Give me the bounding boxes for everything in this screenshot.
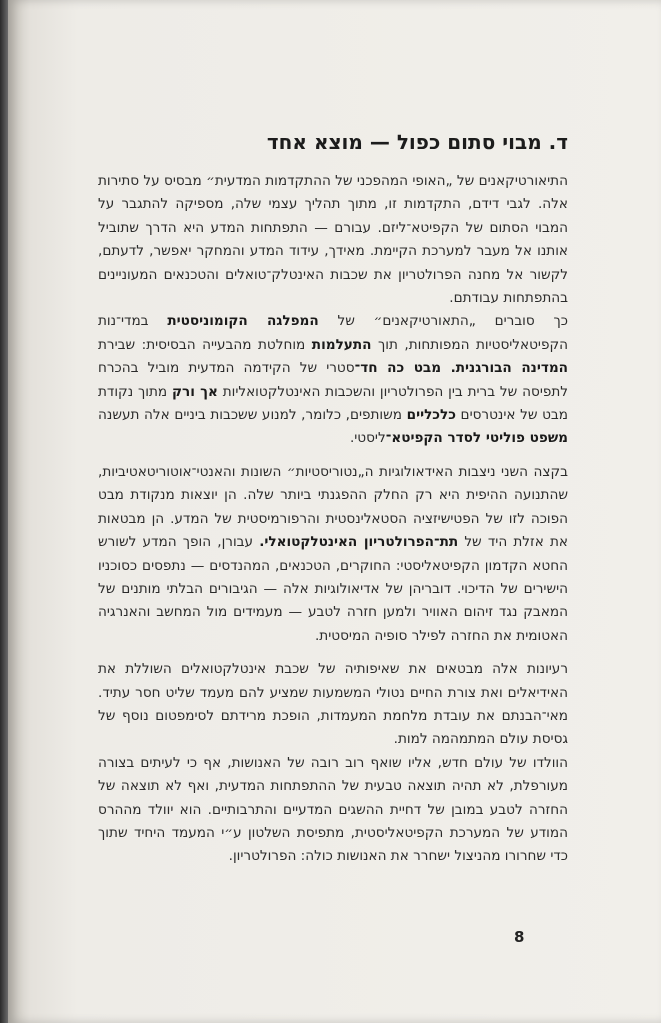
page-content [98, 128, 568, 879]
text-run: משותפים, כלומר, למנוע ששכבות ביניים אלה תעשנה [98, 407, 407, 424]
text-run: ליסטי. [349, 430, 386, 447]
book-spine-shadow [0, 0, 8, 1023]
section-heading: ד. מבוי סתום כפול — מוצא אחד [266, 130, 568, 154]
paragraph [98, 170, 568, 310]
bold-phrase: אך ורק [172, 383, 218, 400]
bold-phrase: כלכליים [406, 407, 456, 424]
text-run: עבורן, הופך המדע לשורש החטא הקדמון הקפיטאליסטי: החוקרים, הטכנאים, המהנדסים — נתפסים כסוכניו הישירים של הדיכוי. דובריהן של אדיאולוגיות אלה — הגיבורים הבלתי מותנים של המאבק נגד זיהום האוויר ולמען חזרה לטבע — מעמידים מול המחשב והאנרגיה האטומית את החזרה לפילר סופיה המיסטית. [98, 534, 568, 644]
page-number: 8 [514, 928, 525, 946]
book-page [8, 0, 661, 1023]
bold-phrase: המפלגה הקומוניסטית [167, 313, 319, 330]
paragraph [98, 461, 568, 648]
bold-phrase: התעלמות [311, 336, 372, 353]
text-run: סטרי של הקידמה המדעית מוביל בהכרח לתפיסה של ברית בין הפרולטריון והשכבות האינטלקטואליות [98, 360, 569, 400]
text-run: מתוך נקודת מבט של אינטרסים [98, 383, 568, 424]
paragraph [98, 658, 568, 752]
text-run: כך סוברים „התאורטיקאנים״ של [318, 313, 568, 330]
body-text [98, 170, 568, 869]
bold-phrase: המדינה הבורגנית. מבט כה חד־ [354, 360, 568, 377]
text-run: רעיונות אלה מבטאים את שאיפותיה של שכבת אינטלקטואלים השוללת את האידיאלים ואת צורת החיים נטולי המשמעות שמציע להם מעמד שליט חסר עתיד. מאי־הבנתם את עובדת מלחמת המעמדות, הופכת מרידתם לסימפטום נוסף של גסיסת עולם המתמהמה למות. [98, 661, 568, 748]
text-run: הוולדו של עולם חדש, אליו שואף רוב רובה של האנושות, אף כי לעיתים בצורה מעורפלת, לא תהיה תוצאה טבעית של ההתפתחות המדעית, ואף לא תוצאה של החזרה לטבע במובן של דחיית ההשגים המדעיים והתרבותיים. הוא יוולד מההרס המודע של המערכת הקפיטאליסטית, מתפיסת השלטון ע״י המעמד היחיד שתוך כדי שחרורו מהניצול ישחרר את האנושות כולה: הפרולטריון. [98, 754, 568, 865]
text-run: מוחלטת מהבעייה הבסיסית: שבירת [98, 336, 312, 353]
bold-phrase: משפט פוליטי לסדר הקפיטא־ [385, 430, 568, 447]
paragraph [98, 752, 568, 869]
text-run: התיאורטיקאנים של „האופי המהפכני של ההתקדמות המדעית״ מבסיס על סתירות אלה. לגבי דידם, התקדמות זו, מתוך תהליך עצמי שלה, מספיקה להתגבר על המבוי הסתום של הקפיטא־ליזם. עבורם — התפתחות המדע היא הדרך שתוביל אותנו אל מעבר למערכת הקיימת. מאידך, עידוד המדע והמחקר יאפשר, לדעתם, לקשור אל מחנה הפרולטריון את שכבות האינטלק־טואלים והטכנאים המעוניינים בהתפתחות עבודתם. [98, 173, 568, 307]
text-run: בקצה השני ניצבות האידאולוגיות ה„נטוריסטיות״ השונות והאנטי־אוטוריטאטיביות, שהתנועה ההיפית היא רק החלק ההפגנתי ביותר שלה. הן יוצאות מנקודת מבט הפוכה לזו של הפטישיזציה הסטאלינסטית והרפורמיסטית של המדע. הן מבטאות את אזלת היד של [98, 463, 568, 551]
paragraph [98, 310, 568, 450]
text-run: במדי־נות הקפיטאליסטיות המפותחות, תוך [98, 313, 568, 353]
bold-phrase: תת־הפרולטריון האינטלקטואלי. [259, 534, 459, 551]
